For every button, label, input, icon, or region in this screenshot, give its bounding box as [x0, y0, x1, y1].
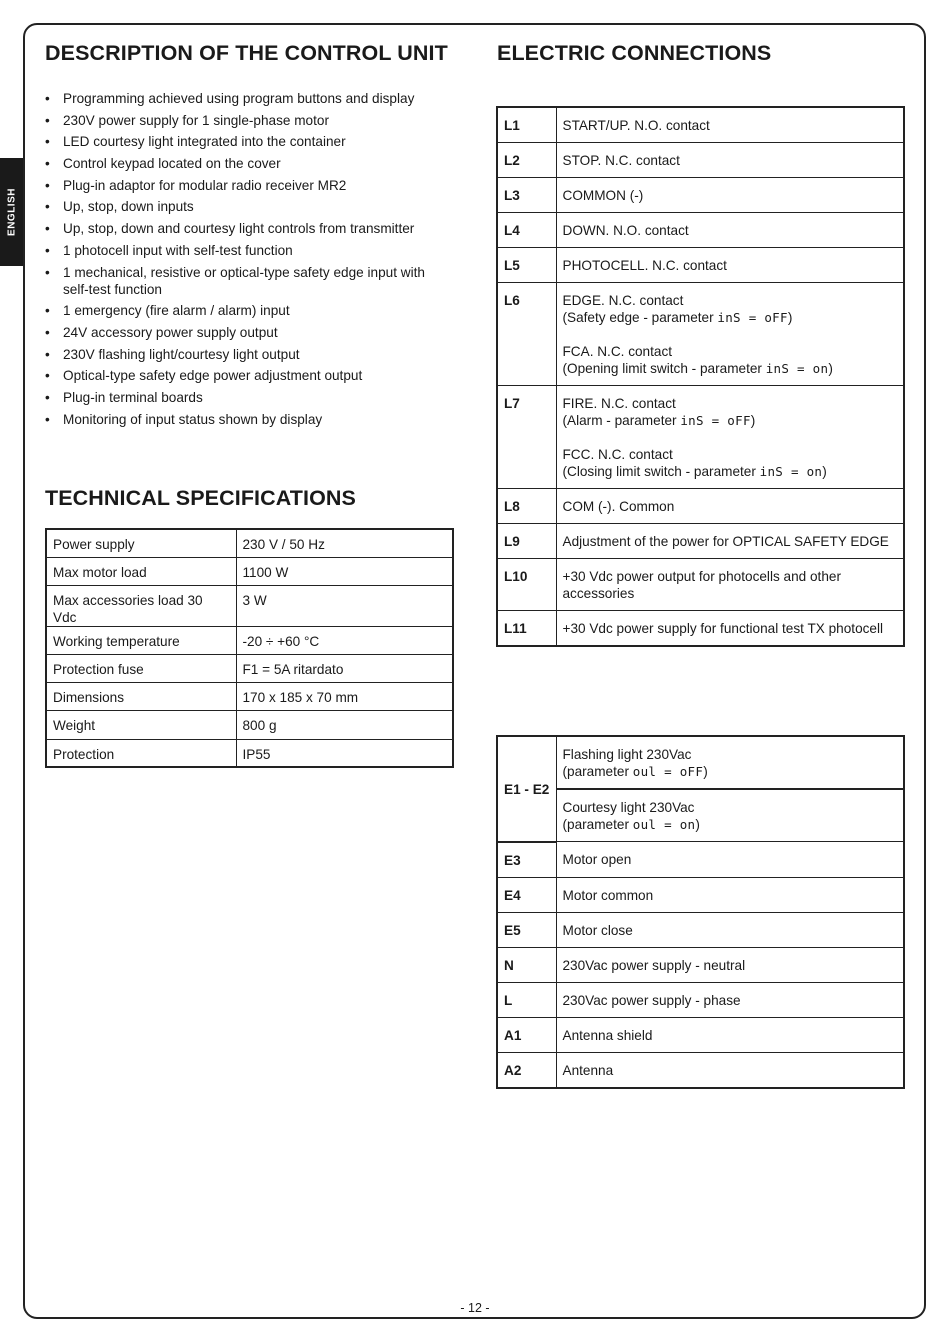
desc-line: (Safety edge - parameter inS = oFF)	[562, 310, 793, 325]
desc-line: (parameter oul = on)	[562, 817, 700, 832]
table-row	[497, 524, 904, 559]
spec-key: Working temperature	[46, 626, 236, 654]
table-row	[497, 213, 904, 248]
terminal-desc: 230Vac power supply - phase	[556, 982, 904, 1017]
terminal-key: N	[497, 947, 556, 982]
terminal-key: L1	[497, 107, 556, 143]
list-item: • 1 mechanical, resistive or optical-type safety edge input with self-test function	[45, 264, 445, 298]
desc-line: FIRE. N.C. contact	[562, 396, 676, 411]
desc-line: FCA. N.C. contact	[562, 344, 673, 359]
terminal-desc: Motor open	[556, 842, 904, 878]
spec-key: Protection fuse	[46, 655, 236, 683]
specs-table	[45, 528, 454, 768]
language-label: ENGLISH	[6, 188, 17, 236]
desc-line: (parameter oul = oFF)	[562, 764, 708, 779]
desc-line: Flashing light 230Vac	[562, 747, 692, 762]
spec-key: Protection	[46, 739, 236, 767]
table-row	[46, 711, 453, 739]
lcd-param: inS = on	[759, 464, 823, 479]
terminal-desc: Antenna shield	[556, 1017, 904, 1052]
list-item: • Up, stop, down and courtesy light controls from transmitter	[45, 220, 445, 237]
description-title: DESCRIPTION OF THE CONTROL UNIT	[45, 41, 448, 65]
table-row	[497, 283, 904, 386]
spec-value: -20 ÷ +60 °C	[236, 626, 453, 654]
table-row	[497, 611, 904, 647]
terminal-desc: Motor close	[556, 912, 904, 947]
table-row	[497, 736, 904, 789]
table-row	[46, 655, 453, 683]
terminal-desc: Motor common	[556, 877, 904, 912]
table-row	[46, 585, 453, 626]
terminal-desc	[556, 789, 904, 842]
table-row	[46, 557, 453, 585]
list-item: • 1 emergency (fire alarm / alarm) input	[45, 302, 445, 319]
desc-line: EDGE. N.C. contact	[562, 293, 684, 308]
table-row	[497, 877, 904, 912]
lcd-param: oul = oFF	[632, 764, 704, 779]
list-item: • 230V flashing light/courtesy light output	[45, 346, 445, 363]
terminal-desc: COMMON (-)	[556, 178, 904, 213]
table-row	[46, 626, 453, 654]
language-tab	[0, 158, 23, 266]
list-item: • Up, stop, down inputs	[45, 198, 445, 215]
terminal-key: L	[497, 982, 556, 1017]
list-item: • Optical-type safety edge power adjustment output	[45, 367, 445, 384]
terminal-key: L3	[497, 178, 556, 213]
list-item: • Monitoring of input status shown by display	[45, 411, 445, 428]
spec-value: 170 x 185 x 70 mm	[236, 683, 453, 711]
table-row	[46, 739, 453, 767]
desc-line: FCC. N.C. contact	[562, 447, 673, 462]
spec-value: 1100 W	[236, 557, 453, 585]
table-row	[497, 489, 904, 524]
terminal-key: L11	[497, 611, 556, 647]
l-connections-table	[496, 106, 905, 647]
terminal-key: L2	[497, 143, 556, 178]
feature-list	[45, 90, 445, 432]
terminal-key: L5	[497, 248, 556, 283]
lcd-param: oul = on	[632, 817, 696, 832]
terminal-desc	[556, 283, 904, 386]
terminal-desc: PHOTOCELL. N.C. contact	[556, 248, 904, 283]
table-row	[46, 529, 453, 557]
terminal-desc: START/UP. N.O. contact	[556, 107, 904, 143]
terminal-desc: DOWN. N.O. contact	[556, 213, 904, 248]
electric-title: ELECTRIC CONNECTIONS	[497, 41, 772, 65]
table-row	[497, 248, 904, 283]
list-item: • Plug-in terminal boards	[45, 389, 445, 406]
table-row	[497, 1052, 904, 1088]
list-item: • 24V accessory power supply output	[45, 324, 445, 341]
terminal-key: A2	[497, 1052, 556, 1088]
table-row	[497, 842, 904, 878]
terminal-desc: +30 Vdc power supply for functional test TX photocell	[556, 611, 904, 647]
terminal-key: A1	[497, 1017, 556, 1052]
terminal-desc: COM (-). Common	[556, 489, 904, 524]
spec-key: Dimensions	[46, 683, 236, 711]
terminal-key: E1 - E2	[497, 736, 556, 842]
technical-title: TECHNICAL SPECIFICATIONS	[45, 486, 356, 510]
lcd-param: inS = oFF	[717, 310, 788, 325]
list-item: • LED courtesy light integrated into the container	[45, 133, 445, 150]
table-row	[497, 107, 904, 143]
table-row	[497, 559, 904, 611]
table-row	[497, 1017, 904, 1052]
table-row	[497, 143, 904, 178]
terminal-key: L4	[497, 213, 556, 248]
terminal-key: L8	[497, 489, 556, 524]
desc-line: (Alarm - parameter inS = oFF)	[562, 413, 756, 428]
list-item: • 230V power supply for 1 single-phase motor	[45, 112, 445, 129]
desc-line: Courtesy light 230Vac	[562, 800, 695, 815]
table-row	[497, 178, 904, 213]
table-row	[46, 683, 453, 711]
table-row	[497, 912, 904, 947]
spec-key: Power supply	[46, 529, 236, 557]
lcd-param: inS = on	[765, 361, 829, 376]
terminal-desc: 230Vac power supply - neutral	[556, 947, 904, 982]
terminal-desc	[556, 736, 904, 789]
terminal-key: E3	[497, 842, 556, 878]
spec-key: Max accessories load 30 Vdc	[46, 585, 236, 626]
list-item: • Plug-in adaptor for modular radio receiver MR2	[45, 177, 445, 194]
page-number: - 12 -	[460, 1301, 490, 1315]
terminal-desc: +30 Vdc power output for photocells and other accessories	[556, 559, 904, 611]
list-item: • 1 photocell input with self-test function	[45, 242, 445, 259]
list-item: • Programming achieved using program buttons and display	[45, 90, 445, 107]
spec-key: Max motor load	[46, 557, 236, 585]
terminal-desc: Antenna	[556, 1052, 904, 1088]
e-connections-table	[496, 735, 905, 1089]
spec-value: 3 W	[236, 585, 453, 626]
spec-value: F1 = 5A ritardato	[236, 655, 453, 683]
terminal-key: L9	[497, 524, 556, 559]
table-row	[497, 947, 904, 982]
terminal-desc: STOP. N.C. contact	[556, 143, 904, 178]
terminal-key: E4	[497, 877, 556, 912]
spec-key: Weight	[46, 711, 236, 739]
spec-value: IP55	[236, 739, 453, 767]
list-item: • Control keypad located on the cover	[45, 155, 445, 172]
terminal-key: L10	[497, 559, 556, 611]
spec-value: 800 g	[236, 711, 453, 739]
table-row	[497, 789, 904, 842]
lcd-param: inS = oFF	[680, 413, 751, 428]
terminal-key: E5	[497, 912, 556, 947]
table-row	[497, 982, 904, 1017]
table-row	[497, 386, 904, 489]
terminal-key: L6	[497, 283, 556, 386]
desc-line: (Opening limit switch - parameter inS = on)	[562, 361, 833, 376]
spec-value: 230 V / 50 Hz	[236, 529, 453, 557]
terminal-desc	[556, 386, 904, 489]
desc-line: (Closing limit switch - parameter inS = on)	[562, 464, 827, 479]
terminal-desc: Adjustment of the power for OPTICAL SAFETY EDGE	[556, 524, 904, 559]
terminal-key: L7	[497, 386, 556, 489]
